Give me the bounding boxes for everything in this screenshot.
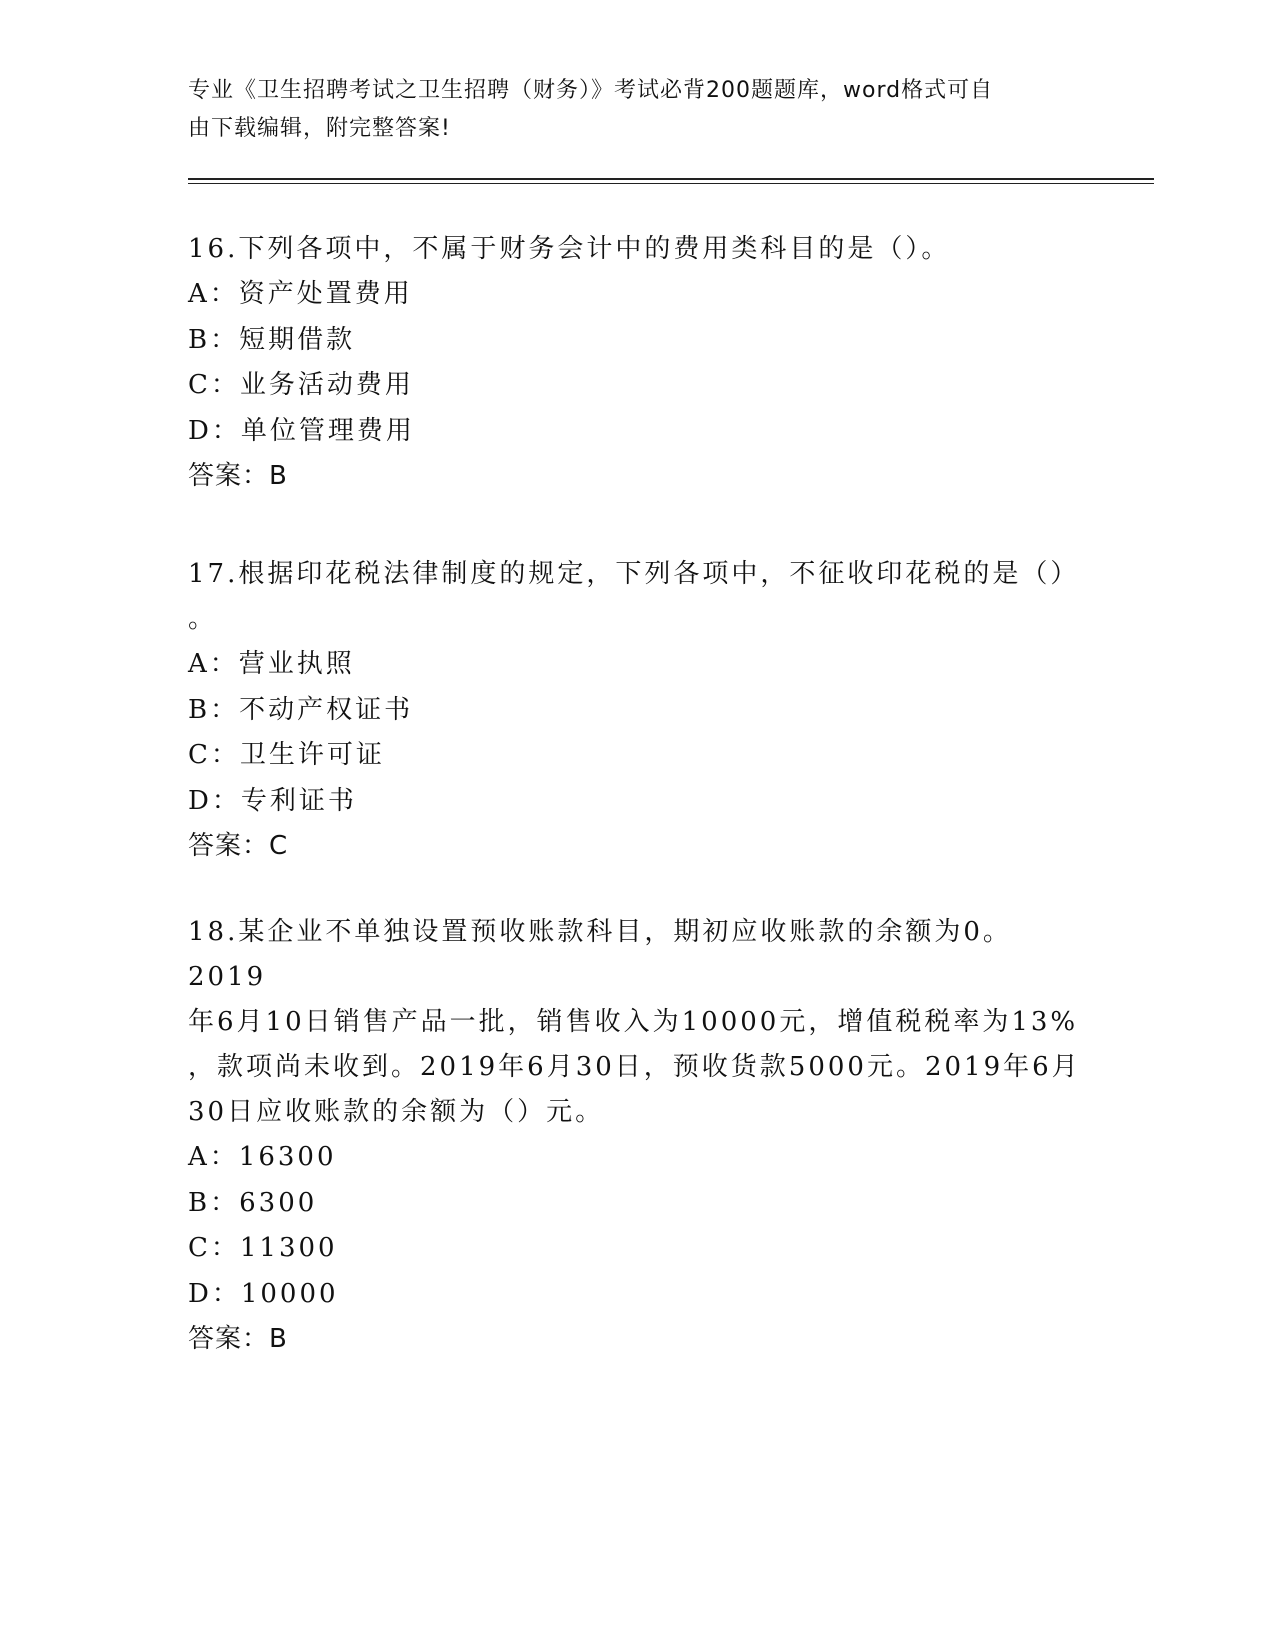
question-18 (188, 910, 1088, 1361)
answer: 答案：B (188, 461, 288, 491)
option-c: C：卫生许可证 (188, 740, 385, 770)
question-stem: 16.下列各项中，不属于财务会计中的费用类科目的是（）。 (188, 234, 951, 264)
option-a: A：16300 (188, 1142, 337, 1172)
option-c: C：11300 (188, 1233, 338, 1263)
option-b: B：短期借款 (188, 324, 356, 355)
question-16 (188, 227, 1088, 498)
option-b: B：不动产权证书 (188, 694, 414, 725)
header-line-1: 专业《卫生招聘考试之卫生招聘（财务）》考试必背200题题库，word格式可自 (188, 78, 994, 103)
header-divider-thick (188, 178, 1154, 180)
option-a: A：营业执照 (188, 649, 355, 679)
option-a: A：资产处置费用 (188, 279, 413, 309)
question-stem-line-1: 18.某企业不单独设置预收账款科目，期初应收账款的余额为0。2019 (188, 917, 1012, 992)
option-d: D：10000 (188, 1278, 339, 1309)
answer: 答案：B (188, 1324, 288, 1354)
question-stem-line-4: 30日应收账款的余额为（）元。 (188, 1097, 605, 1127)
option-d: D：单位管理费用 (188, 415, 415, 446)
question-17 (188, 552, 1088, 868)
question-stem-line-2: 年6月10日销售产品一批，销售收入为10000元，增值税税率为13% (188, 1007, 1079, 1037)
question-stem-line-3: ，款项尚未收到。2019年6月30日，预收货款5000元。2019年6月 (188, 1052, 1081, 1082)
option-c: C：业务活动费用 (188, 370, 414, 400)
header-line-2: 由下载编辑，附完整答案! (188, 116, 451, 141)
header-divider-thin (188, 183, 1154, 184)
option-d: D：专利证书 (188, 785, 357, 816)
document-header (188, 72, 1068, 148)
answer: 答案：C (188, 831, 289, 861)
question-stem-line-1: 17.根据印花税法律制度的规定，下列各项中，不征收印花税的是（） (188, 559, 1080, 589)
option-b: B：6300 (188, 1187, 318, 1218)
question-stem-line-2: 。 (188, 604, 218, 634)
